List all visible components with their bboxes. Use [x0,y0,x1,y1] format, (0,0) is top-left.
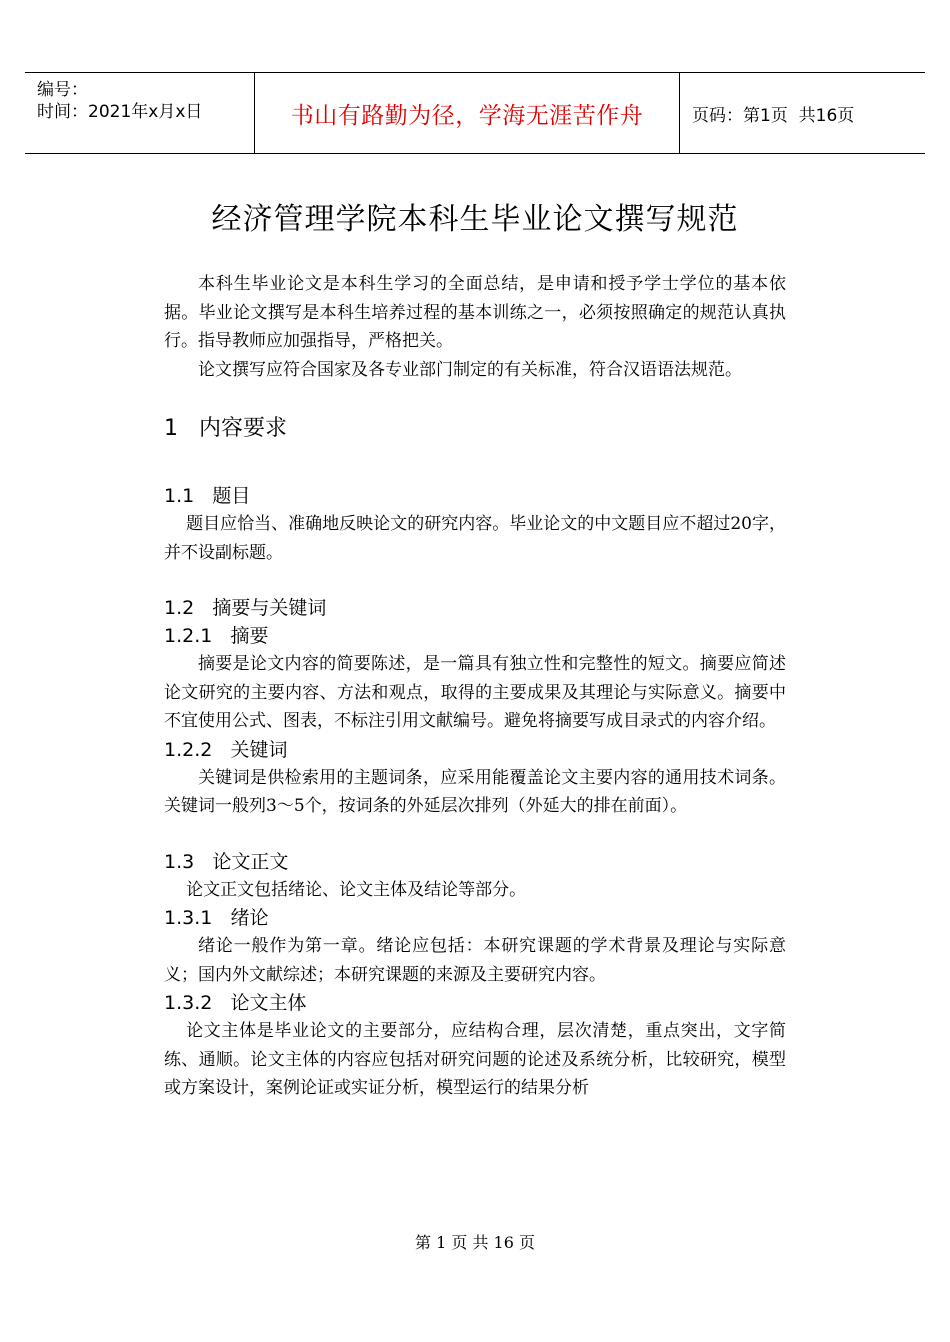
intro-paragraph-1: 本科生毕业论文是本科生学习的全面总结，是申请和授予学士学位的基本依据。毕业论文撰写是本科生培养过程的基本训练之一，必须按照确定的规范认真执行。指导教师应加强指导，严格把关。 [164,274,786,351]
section-1-3-1-text: 绪论一般作为第一章。绪论应包括：本研究课题的学术背景及理论与实际意义；国内外文献综述；本研究课题的来源及主要研究内容。 [164,936,786,985]
section-1-heading: 1 内容要求 [164,416,287,441]
section-1-2-2-text: 关键词是供检索用的主题词条，应采用能覆盖论文主要内容的通用技术词条。关键词一般列3～5个，按词条的外延层次排列（外延大的排在前面）。 [164,767,786,816]
number-label: 编号： [37,80,88,100]
section-1-3-2-text: 论文主体是毕业论文的主要部分，应结构合理，层次清楚，重点突出，文字简练、通顺。论文主体的内容应包括对研究问题的论述及系统分析，比较研究，模型或方案设计，案例论证或实证分析，模型运行的结果分析 [164,1021,786,1098]
section-1-3-2-heading: 1.3.2 论文主体 [164,992,307,1014]
section-1-2-2-heading: 1.2.2 关键词 [164,738,288,761]
section-1-1-heading: 1.1 题目 [164,485,251,507]
document-body [164,270,786,1103]
document-title: 经济管理学院本科生毕业论文撰写规范 [211,202,739,237]
section-1-1-text: 题目应恰当、准确地反映论文的研究内容。毕业论文的中文题目应不超过20字，并不设副标题。 [164,514,786,563]
section-1-2-1-text: 摘要是论文内容的简要陈述，是一篇具有独立性和完整性的短文。摘要应简述论文研究的主要内容、方法和观点，取得的主要成果及其理论与实际意义。摘要中不宜使用公式、图表，不标注引用文献编号。避免将摘要写成目录式的内容介绍。 [164,654,786,731]
page-footer: 第 1 页 共 16 页 [415,1233,535,1252]
section-1-3-1-heading: 1.3.1 绪论 [164,907,269,929]
section-1-3-heading: 1.3 论文正文 [164,850,289,873]
header-meta [25,73,254,154]
section-1-2-heading: 1.2 摘要与关键词 [164,597,327,619]
section-1-3-text: 论文正文包括绪论、论文主体及结论等部分。 [186,879,527,900]
intro-paragraph-2: 论文撰写应符合国家及各专业部门制定的有关标准，符合汉语语法规范。 [198,359,742,380]
header-motto: 书山有路勤为径，学海无涯苦作舟 [254,73,680,154]
header-page-info: 页码：第1页 共16页 [692,106,855,126]
section-1-2-1-heading: 1.2.1 摘要 [164,625,269,647]
page-header [25,72,925,154]
time-label: 时间：2021年x月x日 [37,102,203,122]
